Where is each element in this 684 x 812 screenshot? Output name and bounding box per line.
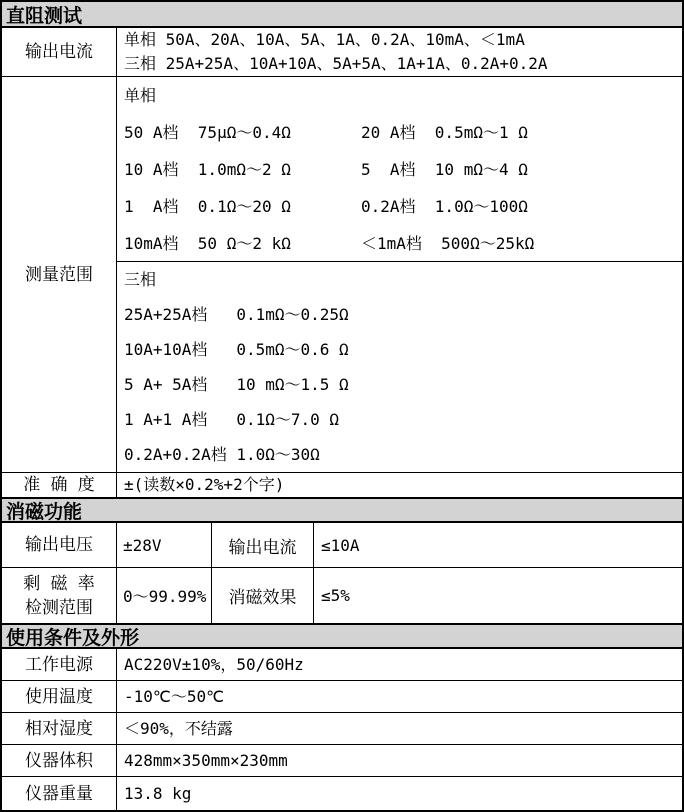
row-instrument-dimensions (2, 745, 682, 777)
range-entry: 5 A档 10 mΩ～4 Ω (361, 160, 528, 179)
three-phase-range-line: 10A+10A档 0.5mΩ～0.6 Ω (124, 340, 349, 359)
output-current-label: 输出电流 (2, 28, 117, 76)
accuracy-label: 准 确 度 (2, 473, 117, 497)
range-entry: 10 A档 1.0mΩ～2 Ω (124, 160, 291, 179)
demag-output-current-label: 输出电流 (212, 523, 314, 567)
section-title: 直阻测试 (6, 4, 83, 27)
section-title: 消磁功能 (6, 500, 83, 523)
row-operating-temperature (2, 681, 682, 713)
output-current-three-phase: 三相 25A+25A、10A+10A、5A+5A、1A+1A、0.2A+0.2A (124, 54, 548, 73)
operating-temperature-value: -10℃～50℃ (124, 686, 225, 706)
power-supply-label: 工作电源 (2, 649, 117, 680)
range-entry: 1 A档 0.1Ω～20 Ω (124, 197, 291, 216)
instrument-dimensions-label: 仪器体积 (2, 745, 117, 776)
operating-temperature-label: 使用温度 (2, 681, 117, 712)
range-entry: 10mA档 50 Ω～2 kΩ (124, 234, 291, 253)
demag-output-voltage-value: ±28V (117, 523, 212, 567)
row-relative-humidity (2, 713, 682, 745)
remanence-rate-label-line2: 检测范围 (25, 597, 93, 618)
section-header-usage-conditions (2, 623, 682, 649)
relative-humidity-label: 相对湿度 (2, 713, 117, 744)
remanence-rate-label (2, 568, 117, 623)
single-phase-title: 单相 (124, 86, 157, 105)
remanence-rate-value: 0～99.99% (117, 568, 212, 623)
row-power-supply (2, 649, 682, 681)
measure-range-value (117, 77, 682, 472)
range-entry: 50 A档 75μΩ～0.4Ω (124, 123, 291, 142)
three-phase-range-line: 5 A+ 5A档 10 mΩ～1.5 Ω (124, 375, 349, 394)
range-entry: ＜1mA档 500Ω～25kΩ (361, 234, 535, 253)
demag-effect-label: 消磁效果 (212, 568, 314, 623)
demag-effect-value: ≤5% (321, 586, 350, 605)
output-current-single-phase: 单相 50A、20A、10A、5A、1A、0.2A、10mA、＜1mA (124, 30, 525, 49)
instrument-weight-label: 仪器重量 (2, 777, 117, 810)
power-supply-value: AC220V±10%，50/60Hz (124, 654, 304, 674)
output-current-value (117, 28, 682, 76)
section-header-demagnetization (2, 497, 682, 523)
three-phase-range-line: 25A+25A档 0.1mΩ～0.25Ω (124, 305, 349, 324)
accuracy-value: ±(读数×0.2%+2个字) (124, 475, 285, 494)
demag-output-voltage-label: 输出电压 (2, 523, 117, 567)
row-instrument-weight (2, 777, 682, 810)
demag-output-current-value: ≤10A (321, 535, 360, 555)
three-phase-title: 三相 (124, 270, 157, 289)
row-demag-voltage-current (2, 523, 682, 568)
measure-range-single-phase (117, 77, 682, 262)
relative-humidity-value: ＜90%，不结露 (124, 718, 233, 738)
single-phase-range-line (124, 188, 682, 225)
range-entry: 0.2A档 1.0Ω～100Ω (361, 197, 528, 216)
section-title: 使用条件及外形 (6, 626, 140, 649)
three-phase-range-line: 0.2A+0.2A档 1.0Ω～30Ω (124, 445, 320, 464)
single-phase-range-line (124, 151, 682, 188)
measure-range-label: 测量范围 (2, 77, 117, 472)
three-phase-range-line: 1 A+1 A档 0.1Ω～7.0 Ω (124, 410, 340, 429)
instrument-dimensions-value: 428mm×350mm×230mm (124, 750, 288, 770)
range-entry: 20 A档 0.5mΩ～1 Ω (361, 123, 528, 142)
measure-range-three-phase (117, 262, 682, 472)
instrument-weight-value: 13.8 kg (124, 783, 192, 803)
remanence-rate-label-line1: 剩 磁 率 (23, 573, 95, 594)
single-phase-range-line (124, 225, 682, 262)
row-measure-range (2, 77, 682, 473)
row-demag-remanence-effect (2, 568, 682, 623)
single-phase-range-line (124, 114, 682, 151)
row-output-current (2, 28, 682, 77)
row-accuracy (2, 473, 682, 497)
section-header-dc-test (2, 2, 682, 28)
